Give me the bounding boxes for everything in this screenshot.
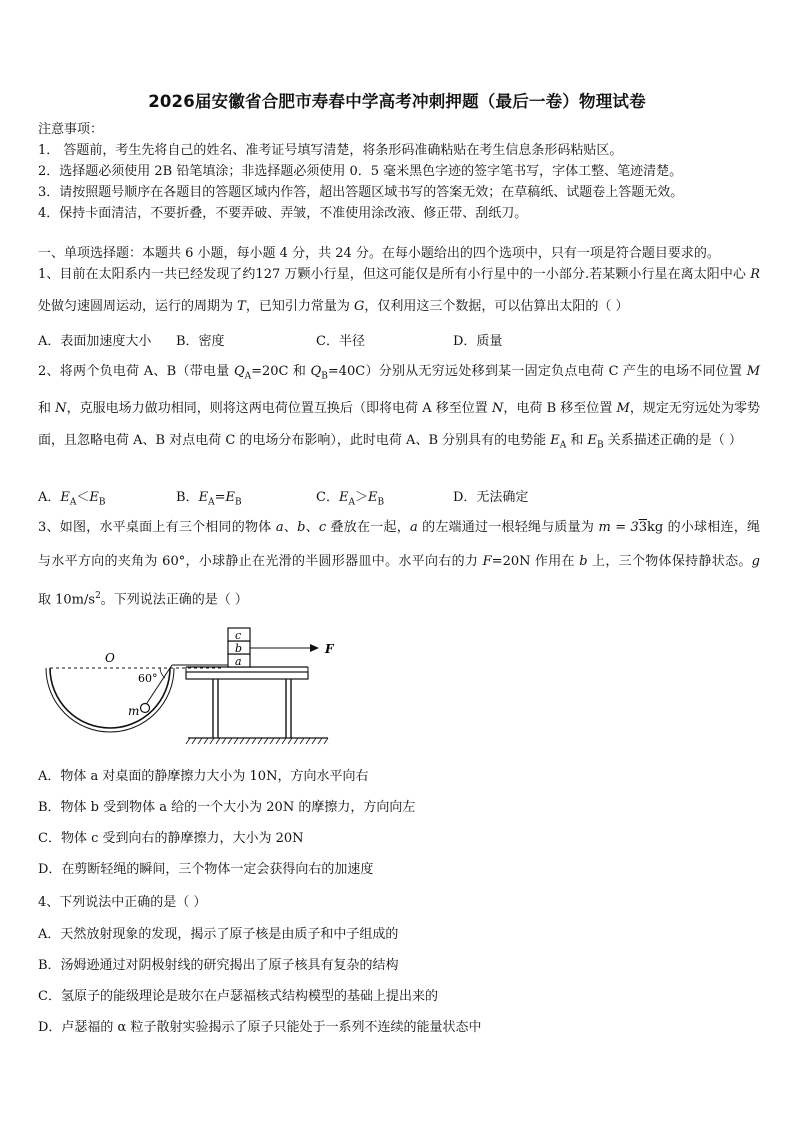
var-m: M: [746, 364, 760, 379]
question-3: [38, 511, 760, 617]
subscript: B: [597, 440, 604, 451]
var-g: G: [353, 298, 365, 314]
q3-text: 的小球相连，绳与水平方向的夹角为 60°，小球静止在光滑的半圆形器皿中。水平向右的力: [38, 520, 760, 569]
q2-text: =40C）分别从无穷远处移到某一固定负点电荷 C 产生的电场不同位置: [327, 364, 747, 379]
q1-option-c: C．半径: [316, 334, 365, 349]
q4-option-c: C．氢原子的能级理论是玻尔在卢瑟福核式结构模型的基础上提出来的: [38, 989, 438, 1004]
q2-text: =20C 和: [251, 364, 311, 379]
mass-unit: kg: [647, 520, 664, 535]
q3-text: 取 10m/s: [38, 592, 96, 608]
var-c: c: [318, 520, 327, 535]
q3-text: =20N 作用在: [491, 554, 580, 569]
notice-heading: 注意事项：: [38, 122, 104, 137]
var-n: N: [55, 401, 67, 417]
notice-item-1: 1． 答题前，考生先将自己的姓名、准考证号填写清楚，将条形码准确粘贴在考生信息条形码粘贴区。: [38, 143, 623, 158]
q3-text: 3、如图，水平桌面上有三个相同的物体: [38, 520, 276, 535]
var-f: F: [482, 554, 492, 569]
q3-option-c: C．物体 c 受到向右的静摩擦力，大小为 20N: [38, 831, 304, 846]
q2-text: ，电荷 B 移至位置: [503, 401, 617, 417]
var-e: E: [587, 432, 598, 448]
notice-item-2: 2．选择题必须使用 2B 铅笔填涂；非选择题必须使用 0．5 毫米黑色字迹的签字笔书写，字体工整、笔迹清楚。: [38, 164, 683, 179]
q2-text: ，克服电场力做功相同，则将这两电荷位置互换后（即将电荷 A 移至位置: [66, 401, 492, 417]
subscript: A: [69, 497, 77, 508]
q2-text: 关系描述正确的是（ ）: [603, 432, 742, 448]
q2-option-d: D．无法确定: [453, 490, 529, 505]
q2-option-a: [38, 489, 106, 512]
var-b: b: [579, 554, 588, 569]
label-c: c: [235, 629, 242, 642]
q3-figure: [38, 620, 358, 755]
q2-text: 和: [566, 432, 588, 448]
option-label: B．: [176, 490, 199, 505]
q3-text: 的左端通过一根轻绳与质量为: [417, 520, 599, 535]
notice-item-3: 3．请按照题号顺序在各题目的答题区域内作答，超出答题区域书写的答案无效；在草稿纸、试题卷上答题无效。: [38, 185, 684, 200]
var-e: E: [338, 490, 349, 505]
var-b: b: [297, 520, 306, 535]
q2-text: ，规定无穷远处为零势面，且忽略电荷 A、B 对点电荷 C 的电场分布影响），此时电荷 A、B 分别具有的电势能: [38, 401, 760, 448]
var-a: a: [275, 520, 284, 535]
var-n: N: [491, 401, 504, 417]
sqrt-radicand: 3: [638, 520, 648, 535]
operator: ＞: [354, 490, 368, 505]
label-m: m: [128, 704, 140, 718]
q3-text: 上，三个物体保持静状态。: [587, 554, 752, 569]
q3-text: 。下列说法正确的是（ ）: [100, 592, 248, 608]
ball: [141, 704, 150, 713]
operator: =: [214, 490, 226, 505]
label-a: a: [235, 655, 242, 668]
operator: ＜: [76, 490, 90, 505]
var-g: g: [751, 554, 760, 569]
label-angle: 60°: [138, 672, 158, 685]
q1-text: ，已知引力常量为: [245, 298, 354, 314]
q3-text: 叠放在一起，: [326, 520, 410, 535]
subscript: A: [559, 440, 567, 451]
var-e: E: [225, 490, 235, 505]
q2-text: 2、将两个负电荷 A、B（带电量: [38, 364, 234, 379]
page-title: 2026届安徽省合肥市寿春中学高考冲刺押题（最后一卷）物理试卷: [148, 92, 646, 111]
q4-option-b: B．汤姆逊通过对阴极射线的研究揭出了原子核具有复杂的结构: [38, 958, 399, 973]
q1-option-b: B．密度: [176, 334, 225, 349]
ground-hatching: [186, 738, 328, 744]
q4-option-a: A．天然放射现象的发现，揭示了原子核是由质子和中子组成的: [38, 927, 399, 942]
notice-item-4: 4．保持卡面清洁，不要折叠，不要弄破、弄皱，不准使用涂改液、修正带、刮纸刀。: [38, 206, 528, 221]
q4-option-d: D．卢瑟福的 α 粒子散射实验揭示了原子只能处于一系列不连续的能量状态中: [38, 1020, 482, 1035]
label-b: b: [235, 642, 243, 655]
var-q: Q: [310, 364, 322, 379]
subscript: A: [348, 497, 355, 508]
question-1: [38, 259, 760, 322]
var-e: E: [89, 490, 99, 505]
option-label: C．: [316, 490, 339, 505]
q2-text: 和: [38, 401, 56, 417]
question-2: [38, 356, 760, 462]
subscript: B: [321, 371, 328, 382]
subscript: A: [208, 497, 215, 508]
q1-option-d: D．质量: [453, 334, 503, 349]
q2-option-b: [176, 489, 242, 512]
q2-option-c: [316, 489, 384, 512]
q1-text: 1、目前在太阳系内一共已经发现了约127 万颗小行星，但这可能仅是所有小行星中的一小部分.若某颗小行星在离太阳中心: [38, 267, 751, 282]
subscript: A: [244, 371, 252, 382]
subscript: B: [98, 497, 106, 508]
q3-text: 、: [305, 520, 319, 535]
subscript: B: [377, 497, 385, 508]
var-e: E: [60, 490, 70, 505]
var-e: E: [550, 432, 560, 448]
var-e: E: [367, 490, 378, 505]
question-4-stem: 4、下列说法中正确的是（ ）: [38, 895, 207, 910]
subscript: B: [234, 497, 242, 508]
var-e: E: [198, 490, 209, 505]
section-heading: 一、单项选择题：本题共 6 小题，每小题 4 分，共 24 分。在每小题给出的四个选项中，只有一项是符合题目要求的。: [38, 246, 720, 261]
label-o: O: [105, 651, 115, 665]
q3-option-b: B．物体 b 受到物体 a 给的一个大小为 20N 的摩擦力，方向向左: [38, 800, 416, 815]
mass-expression: m = 3: [598, 520, 639, 535]
table-top: [186, 672, 308, 679]
q1-text: 处做匀速圆周运动，运行的周期为: [38, 298, 238, 314]
q1-text: ，仅利用这三个数据，可以估算出太阳的（ ）: [364, 298, 629, 314]
var-t: T: [237, 298, 246, 314]
var-q: Q: [233, 364, 245, 379]
superscript: 2: [95, 591, 101, 601]
arrow-head-icon: [310, 644, 319, 652]
var-r: R: [750, 267, 760, 282]
q1-option-a: A．表面加速度大小: [38, 334, 152, 349]
label-f: F: [325, 642, 334, 656]
q3-option-a: A．物体 a 对桌面的静摩擦力大小为 10N，方向水平向右: [38, 769, 369, 784]
q3-text: 、: [283, 520, 298, 535]
q3-option-d: D．在剪断轻绳的瞬间，三个物体一定会获得向右的加速度: [38, 862, 374, 877]
var-m: M: [616, 401, 630, 417]
option-label: A．: [38, 490, 61, 505]
var-a: a: [409, 520, 418, 535]
